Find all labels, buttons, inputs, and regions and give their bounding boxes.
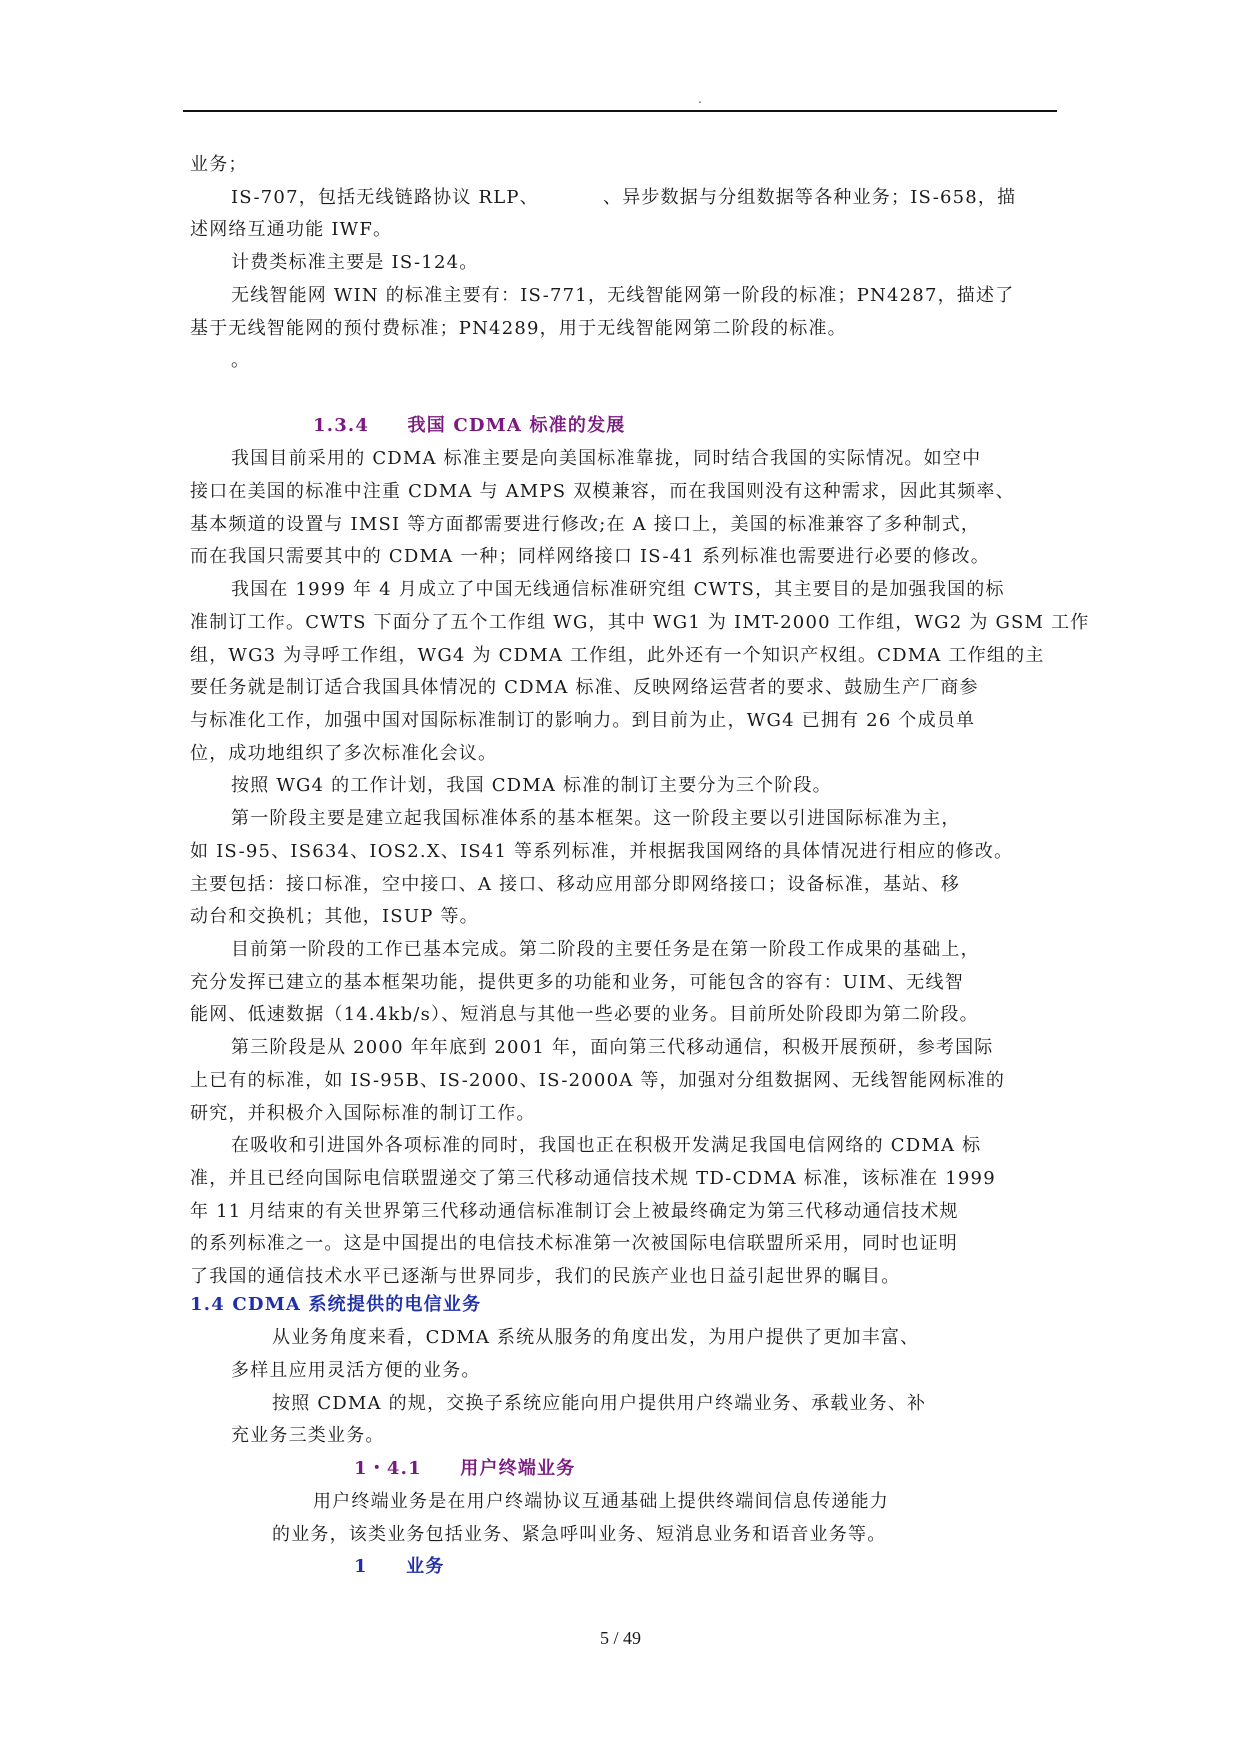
body-line: 充分发挥已建立的基本框架功能，提供更多的功能和业务，可能包含的容有：UIM、无线智	[190, 972, 964, 993]
body-line: 主要包括：接口标准，空中接口、A 接口、移动应用部分即网络接口；设备标准，基站、移	[190, 874, 960, 895]
body-line: 多样且应用灵活方便的业务。	[231, 1360, 481, 1381]
body-line: 上已有的标准，如 IS-95B、IS-2000、IS-2000A 等，加强对分组数据网、无线智能网标准的	[190, 1070, 1006, 1091]
body-line: 组，WG3 为寻呼工作组，WG4 为 CDMA 工作组，此外还有一个知识产权组。CDMA 工作组的主	[190, 645, 1045, 666]
body-line: 接口在美国的标准中注重 CDMA 与 AMPS 双模兼容，而在我国则没有这种需求，因此其频率、	[190, 481, 1015, 502]
body-line: IS-707，包括无线链路协议 RLP、	[231, 187, 539, 208]
body-line: 目前第一阶段的工作已基本完成。第二阶段的主要任务是在第一阶段工作成果的基础上，	[231, 939, 980, 960]
body-line: 用户终端业务是在用户终端协议互通基础上提供终端间信息传递能力	[313, 1491, 889, 1512]
body-line: 计费类标准主要是 IS-124。	[231, 252, 479, 273]
body-line: 准制订工作。CWTS 下面分了五个工作组 WG，其中 WG1 为 IMT-2000 工作组，WG2 为 GSM 工作	[190, 612, 1090, 633]
section-heading-1-3-4: 1.3.4 我国 CDMA 标准的发展	[313, 415, 626, 436]
body-line: 了我国的通信技术水平已逐渐与世界同步，我们的民族产业也日益引起世界的瞩目。	[190, 1266, 901, 1287]
body-line: 第三阶段是从 2000 年年底到 2001 年，面向第三代移动通信，积极开展预研，参考国际	[231, 1037, 994, 1058]
body-line: 基于无线智能网的预付费标准；PN4289，用于无线智能网第二阶段的标准。	[190, 318, 847, 339]
body-line: 的系列标准之一。这是中国提出的电信技术标准第一次被国际电信联盟所采用，同时也证明	[190, 1233, 958, 1254]
body-line: 述网络互通功能 IWF。	[190, 219, 393, 240]
body-line: 第一阶段主要是建立起我国标准体系的基本框架。这一阶段主要以引进国际标准为主，	[231, 808, 961, 829]
body-line: 如 IS-95、IS634、IOS2.X、IS41 等系列标准，并根据我国网络的具体情况进行相应的修改。	[190, 841, 1014, 862]
body-line: 基本频道的设置与 IMSI 等方面都需要进行修改;在 A 接口上，美国的标准兼容了多种制式，	[190, 514, 981, 535]
body-line: 能网、低速数据（14.4kb/s）、短消息与其他一些必要的业务。目前所处阶段即为第二阶段。	[190, 1004, 979, 1025]
body-line: 的业务，该类业务包括业务、紧急呼叫业务、短消息业务和语音业务等。	[272, 1524, 887, 1545]
body-line: 动台和交换机；其他，ISUP 等。	[190, 906, 479, 927]
header-rule	[183, 110, 1057, 112]
body-line: 业务；	[190, 154, 248, 175]
body-line: 年 11 月结束的有关世界第三代移动通信标准制订会上被最终确定为第三代移动通信技术规	[190, 1201, 959, 1222]
body-line: 准，并且已经向国际电信联盟递交了第三代移动通信技术规 TD-CDMA 标准，该标准在 1999	[190, 1168, 996, 1189]
page-number: 5 / 49	[599, 1628, 641, 1648]
header-mark: .	[698, 92, 702, 106]
body-line: 与标准化工作，加强中国对国际标准制订的影响力。到目前为止，WG4 已拥有 26 个成员单	[190, 710, 976, 731]
body-line: 我国在 1999 年 4 月成立了中国无线通信标准研究组 CWTS，其主要目的是加强我国的标	[231, 579, 1005, 600]
body-line: 按照 WG4 的工作计划，我国 CDMA 标准的制订主要分为三个阶段。	[231, 775, 832, 796]
body-line: 而在我国只需要其中的 CDMA 一种；同样网络接口 IS-41 系列标准也需要进行必要的修改。	[190, 546, 991, 567]
section-heading-1-4: 1.4 CDMA 系统提供的电信业务	[190, 1294, 482, 1315]
body-line: 无线智能网 WIN 的标准主要有：IS-771，无线智能网第一阶段的标准；PN4287，描述了	[231, 285, 1015, 306]
body-line: 从业务角度来看，CDMA 系统从服务的角度出发，为用户提供了更加丰富、	[272, 1327, 920, 1348]
section-heading-1-4-1: 1・4.1 用户终端业务	[354, 1458, 576, 1479]
body-line: 、异步数据与分组数据等各种业务；IS-658，描	[603, 187, 1017, 208]
body-line: 研究，并积极介入国际标准的制订工作。	[190, 1103, 536, 1124]
body-line: 充业务三类业务。	[231, 1425, 385, 1446]
subsection-heading: 1 业务	[354, 1556, 445, 1577]
body-line: 要任务就是制订适合我国具体情况的 CDMA 标准、反映网络运营者的要求、鼓励生产厂商参	[190, 677, 979, 698]
body-line: 位，成功地组织了多次标准化会议。	[190, 743, 498, 764]
body-line: 按照 CDMA 的规，交换子系统应能向用户提供用户终端业务、承载业务、补	[272, 1393, 927, 1414]
body-line: 在吸收和引进国外各项标准的同时，我国也正在积极开发满足我国电信网络的 CDMA 标	[231, 1135, 982, 1156]
body-line: 我国目前采用的 CDMA 标准主要是向美国标准靠拢，同时结合我国的实际情况。如空中	[231, 448, 982, 469]
body-line: 。	[231, 350, 251, 371]
